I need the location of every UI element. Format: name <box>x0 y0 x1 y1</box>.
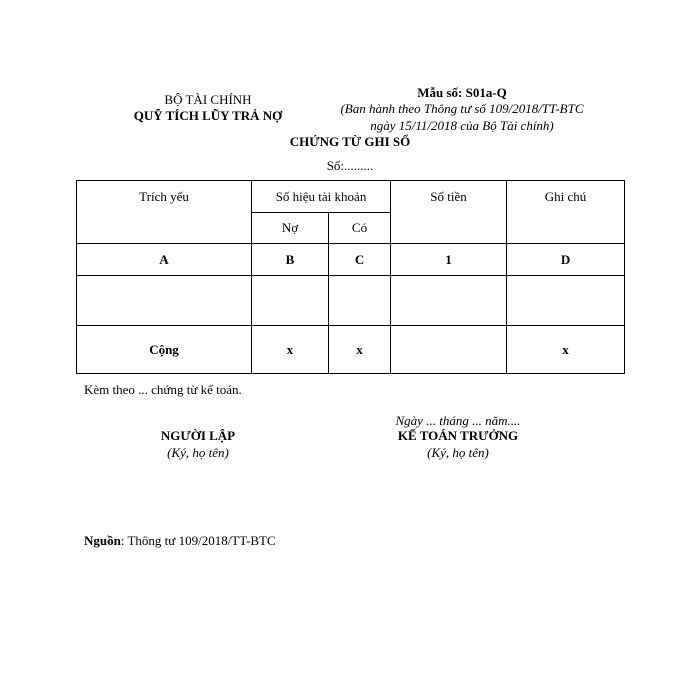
header-debit: Nợ <box>252 213 329 244</box>
source-label: Nguồn <box>84 533 121 548</box>
code-cell: D <box>507 244 625 276</box>
code-cell: A <box>77 244 252 276</box>
document-title: CHỨNG TỪ GHI SỔ <box>289 134 411 149</box>
preparer-note: (Ký, họ tên) <box>167 445 229 460</box>
code-cell: 1 <box>391 244 507 276</box>
total-cell: x <box>507 326 625 374</box>
blank-cell <box>507 276 625 326</box>
preparer-title: NGƯỜI LẬP <box>160 428 236 443</box>
header-summary: Trích yếu <box>77 181 252 244</box>
fund-name: QUỸ TÍCH LŨY TRẢ NỢ <box>133 108 283 123</box>
source-line <box>84 533 276 549</box>
header-account-no: Số hiệu tài khoản <box>252 181 391 213</box>
total-cell <box>391 326 507 374</box>
blank-cell <box>252 276 329 326</box>
code-cell: C <box>329 244 391 276</box>
attachments-note: Kèm theo ... chứng từ kế toán. <box>84 382 242 397</box>
blank-row <box>77 276 625 326</box>
total-cell: x <box>329 326 391 374</box>
code-row <box>77 244 625 276</box>
code-cell: B <box>252 244 329 276</box>
total-cell: x <box>252 326 329 374</box>
ledger-table <box>76 180 625 374</box>
blank-cell <box>329 276 391 326</box>
header-row-top <box>77 181 625 213</box>
source-text: : Thông tư 109/2018/TT-BTC <box>120 533 276 548</box>
form-code: Mẫu số: S01a-Q <box>417 85 507 100</box>
blank-cell <box>391 276 507 326</box>
ministry-name: BỘ TÀI CHÍNH <box>164 92 252 107</box>
header-credit: Có <box>329 213 391 244</box>
header-note: Ghi chú <box>507 181 625 244</box>
issued-by-line2: ngày 15/11/2018 của Bộ Tài chính) <box>370 118 554 133</box>
issued-by-line1: (Ban hành theo Thông tư số 109/2018/TT-BTC <box>340 101 584 116</box>
date-line: Ngày ... tháng ... năm.... <box>395 413 521 428</box>
chief-accountant-note: (Ký, họ tên) <box>427 445 489 460</box>
header-amount: Số tiền <box>391 181 507 244</box>
total-label: Cộng <box>77 326 252 374</box>
chief-accountant-title: KẾ TOÁN TRƯỞNG <box>397 428 519 443</box>
document-number: Số:......... <box>326 158 374 173</box>
total-row <box>77 326 625 374</box>
blank-cell <box>77 276 252 326</box>
